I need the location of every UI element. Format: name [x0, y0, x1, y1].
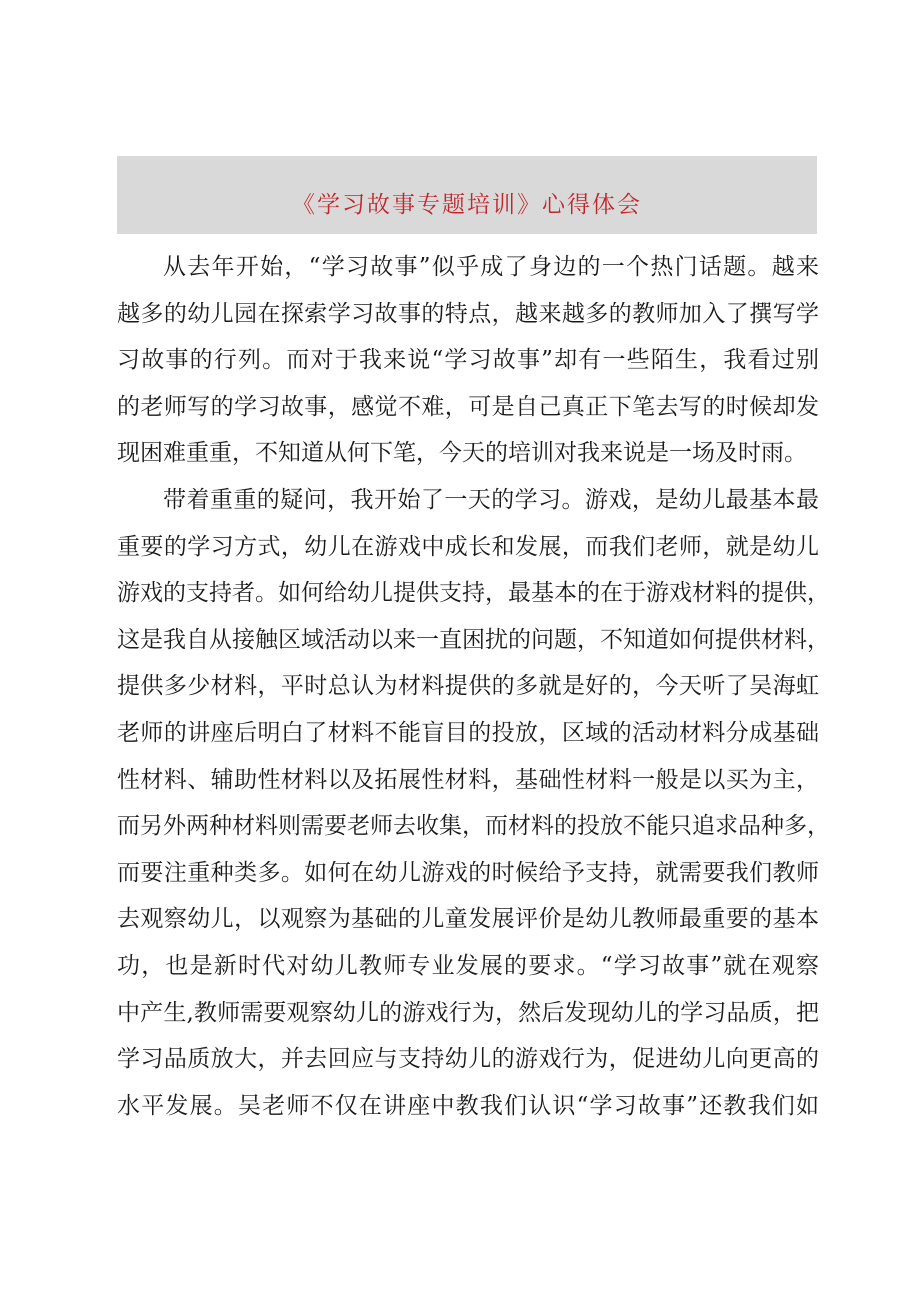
document-title: 《学习故事专题培训》心得体会: [292, 191, 642, 218]
paragraph-2-line-12: 中产生,教师需要观察幼儿的游戏行为，然后发现幼儿的学习品质，把: [117, 999, 819, 1026]
paragraph-2-line-7: 性材料、辅助性材料以及拓展性材料，基础性材料一般是以买为主，: [117, 766, 819, 793]
document-body: [117, 244, 830, 1129]
paragraph-2-line-10: 去观察幼儿，以观察为基础的儿童发展评价是幼儿教师最重要的基本: [117, 906, 819, 933]
paragraph-1-line-2: 越多的幼儿园在探索学习故事的特点，越来越多的教师加入了撰写学: [117, 300, 819, 327]
title-banner: [117, 156, 817, 234]
paragraph-2-line-2: 重要的学习方式，幼儿在游戏中成长和发展，而我们老师，就是幼儿: [117, 533, 819, 560]
paragraph-2-line-4: 这是我自从接触区域活动以来一直困扰的问题，不知道如何提供材料，: [117, 626, 830, 653]
paragraph-2-line-14: 水平发展。吴老师不仅在讲座中教我们认识“学习故事”还教我们如: [117, 1092, 819, 1119]
paragraph-1-line-3: 习故事的行列。而对于我来说“学习故事”却有一些陌生，我看过别: [117, 347, 819, 374]
paragraph-2-line-11: 功，也是新时代对幼儿教师专业发展的要求。“学习故事”就在观察: [117, 952, 819, 979]
paragraph-2-line-3: 游戏的支持者。如何给幼儿提供支持，最基本的在于游戏材料的提供，: [117, 580, 830, 607]
paragraph-2-line-5: 提供多少材料，平时总认为材料提供的多就是好的，今天听了吴海虹: [117, 673, 819, 700]
paragraph-1-line-1: 从去年开始，“学习故事”似乎成了身边的一个热门话题。越来: [163, 254, 819, 280]
paragraph-1-line-5: 现困难重重，不知道从何下笔，今天的培训对我来说是一场及时雨。: [117, 440, 807, 467]
paragraph-2-line-1: 带着重重的疑问，我开始了一天的学习。游戏，是幼儿最基本最: [163, 486, 819, 513]
paragraph-2-line-8: 而另外两种材料则需要老师去收集，而材料的投放不能只追求品种多，: [117, 813, 830, 840]
paragraph-2-line-9: 而要注重种类多。如何在幼儿游戏的时候给予支持，就需要我们教师: [117, 859, 819, 886]
paragraph-2-line-13: 学习品质放大，并去回应与支持幼儿的游戏行为，促进幼儿向更高的: [117, 1046, 819, 1073]
paragraph-1-line-4: 的老师写的学习故事，感觉不难，可是自己真正下笔去写的时候却发: [117, 393, 819, 420]
paragraph-2-line-6: 老师的讲座后明白了材料不能盲目的投放，区域的活动材料分成基础: [117, 719, 819, 746]
